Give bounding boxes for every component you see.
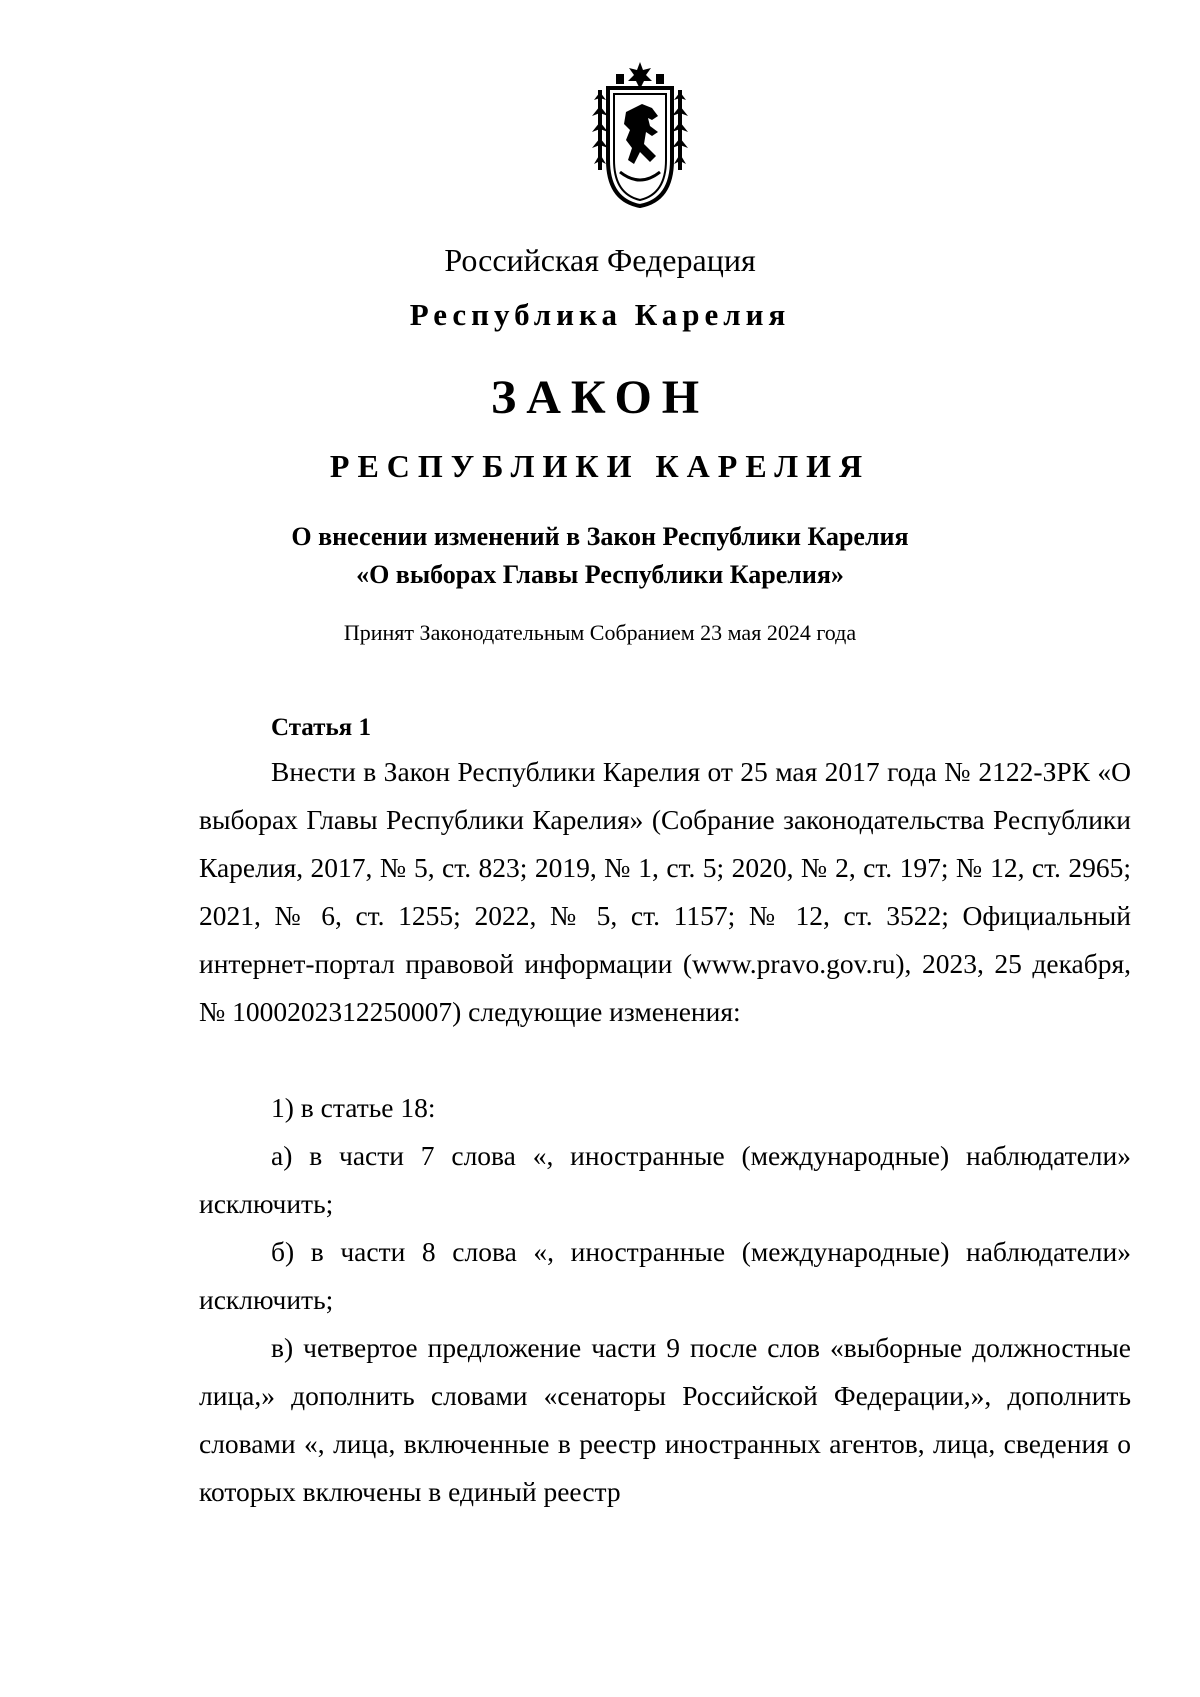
article-items xyxy=(199,1084,1131,1516)
article-intro: Внести в Закон Республики Карелия от 25 мая 2017 года № 2122-ЗРК «О выборах Главы Республики Карелия» (Собрание законодательства Республики Карелия, 2017, № 5, ст. 823; 2019, № 1, ст. 5; 2020, № 2, ст. 197; № 12, ст. 2965; 2021, № 6, ст. 1255; 2022, № 5, ст. 1157; № 12, ст. 3522; Официальный интернет-портал правовой информации (www.pravo.gov.ru), 2023, 25 декабря, № 1000202312250007) следующие изменения: xyxy=(199,756,1131,1027)
item-a: а) в части 7 слова «, иностранные (международные) наблюдатели» исключить; xyxy=(199,1140,1131,1219)
item-1: 1) в статье 18: xyxy=(271,1092,436,1123)
item-b: б) в части 8 слова «, иностранные (международные) наблюдатели» исключить; xyxy=(199,1236,1131,1315)
republic-name: Республика Карелия xyxy=(409,297,791,332)
federation-name: Российская Федерация xyxy=(444,242,756,278)
article-body xyxy=(199,748,1131,1036)
item-v: в) четвертое предложение части 9 после слов «выборные должностные лица,» дополнить словами «сенаторы Российской Федерации,», дополнить словами «, лица, включенные в реестр иностранных агентов, лица, сведения о которых включены в единый реестр xyxy=(199,1332,1131,1507)
karelia-coat-of-arms-icon xyxy=(586,60,694,210)
law-heading-line-2: «О выборах Главы Республики Карелия» xyxy=(356,560,844,589)
law-title: ЗАКОН xyxy=(490,371,710,424)
law-heading-line-1: О внесении изменений в Закон Республики Карелия xyxy=(291,522,909,551)
law-subtitle: РЕСПУБЛИКИ КАРЕЛИЯ xyxy=(329,448,871,484)
article-title: Статья 1 xyxy=(271,714,371,741)
adoption-date: Принят Законодательным Собранием 23 мая 2024 года xyxy=(343,620,857,645)
